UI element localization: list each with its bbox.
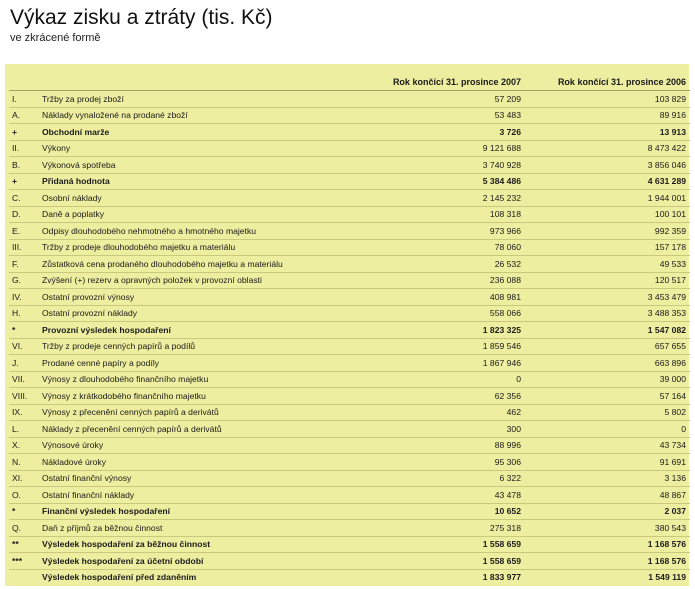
row-label: Ostatní provozní náklady (42, 305, 371, 322)
row-value-2006: 100 101 (525, 206, 690, 223)
row-code: I. (9, 91, 42, 108)
row-value-2007: 62 356 (371, 388, 525, 405)
row-code: XI. (9, 470, 42, 487)
row-value-2007: 1 867 946 (371, 355, 525, 372)
table-row (9, 157, 690, 174)
row-value-2006: 120 517 (525, 272, 690, 289)
row-value-2007: 53 483 (371, 107, 525, 124)
row-value-2007: 88 996 (371, 437, 525, 454)
row-code: A. (9, 107, 42, 124)
table-row (9, 338, 690, 355)
row-label: Zůstatková cena prodaného dlouhodobého majetku a materiálu (42, 256, 371, 273)
row-code: *** (9, 553, 42, 570)
row-value-2007: 9 121 688 (371, 140, 525, 157)
row-label: Tržby za prodej zboží (42, 91, 371, 108)
row-label: Odpisy dlouhodobého nehmotného a hmotného majetku (42, 223, 371, 240)
row-value-2006: 91 691 (525, 454, 690, 471)
row-value-2006: 89 916 (525, 107, 690, 124)
row-value-2006: 8 473 422 (525, 140, 690, 157)
row-value-2006: 49 533 (525, 256, 690, 273)
row-code: N. (9, 454, 42, 471)
row-value-2006: 1 168 576 (525, 536, 690, 553)
income-statement-table (9, 74, 690, 585)
row-code: B. (9, 157, 42, 174)
row-value-2007: 1 558 659 (371, 553, 525, 570)
row-code: Q. (9, 520, 42, 537)
row-value-2006: 39 000 (525, 371, 690, 388)
row-label: Provozní výsledek hospodaření (42, 322, 371, 339)
row-label: Nákladové úroky (42, 454, 371, 471)
table-row (9, 305, 690, 322)
row-code: C. (9, 190, 42, 207)
row-code: H. (9, 305, 42, 322)
row-code: VIII. (9, 388, 42, 405)
row-code: VII. (9, 371, 42, 388)
table-row (9, 256, 690, 273)
table-row (9, 140, 690, 157)
table-row (9, 124, 690, 141)
row-value-2006: 1 944 001 (525, 190, 690, 207)
table-row (9, 520, 690, 537)
row-value-2006: 657 655 (525, 338, 690, 355)
row-value-2006: 2 037 (525, 503, 690, 520)
row-label: Finanční výsledek hospodaření (42, 503, 371, 520)
row-value-2006: 5 802 (525, 404, 690, 421)
row-value-2006: 3 856 046 (525, 157, 690, 174)
row-value-2006: 1 168 576 (525, 553, 690, 570)
row-code: X. (9, 437, 42, 454)
row-value-2007: 1 859 546 (371, 338, 525, 355)
table-row (9, 437, 690, 454)
table-row (9, 173, 690, 190)
row-code: ** (9, 536, 42, 553)
row-label: Výsledek hospodaření za běžnou činnost (42, 536, 371, 553)
row-label: Výkonová spotřeba (42, 157, 371, 174)
row-label: Daně a poplatky (42, 206, 371, 223)
table-row (9, 322, 690, 339)
row-value-2006: 992 359 (525, 223, 690, 240)
row-code (9, 569, 42, 585)
page-title: Výkaz zisku a ztráty (tis. Kč) (10, 6, 273, 29)
row-value-2007: 95 306 (371, 454, 525, 471)
table-row (9, 289, 690, 306)
row-value-2006: 57 164 (525, 388, 690, 405)
row-code: VI. (9, 338, 42, 355)
row-label: Osobní náklady (42, 190, 371, 207)
table-row (9, 454, 690, 471)
row-value-2007: 78 060 (371, 239, 525, 256)
row-value-2007: 3 740 928 (371, 157, 525, 174)
table-row (9, 190, 690, 207)
row-code: J. (9, 355, 42, 372)
row-label: Výsledek hospodaření před zdaněním (42, 569, 371, 585)
table-row (9, 487, 690, 504)
row-value-2006: 1 547 082 (525, 322, 690, 339)
row-label: Daň z příjmů za běžnou činnost (42, 520, 371, 537)
row-code: * (9, 322, 42, 339)
row-value-2006: 1 549 119 (525, 569, 690, 585)
row-value-2007: 275 318 (371, 520, 525, 537)
row-value-2007: 3 726 (371, 124, 525, 141)
row-value-2006: 3 136 (525, 470, 690, 487)
table-row (9, 470, 690, 487)
row-value-2007: 57 209 (371, 91, 525, 108)
row-code: II. (9, 140, 42, 157)
row-value-2007: 558 066 (371, 305, 525, 322)
table-row (9, 355, 690, 372)
row-label: Výnosové úroky (42, 437, 371, 454)
table-row (9, 206, 690, 223)
row-label: Ostatní provozní výnosy (42, 289, 371, 306)
row-value-2007: 462 (371, 404, 525, 421)
table-row (9, 536, 690, 553)
page-subtitle: ve zkrácené formě (10, 32, 101, 44)
row-label: Tržby z prodeje dlouhodobého majetku a materiálu (42, 239, 371, 256)
row-label: Tržby z prodeje cenných papírů a podílů (42, 338, 371, 355)
row-value-2007: 43 478 (371, 487, 525, 504)
row-value-2007: 408 981 (371, 289, 525, 306)
row-code: F. (9, 256, 42, 273)
row-value-2006: 43 734 (525, 437, 690, 454)
row-value-2007: 2 145 232 (371, 190, 525, 207)
row-label: Zvýšení (+) rezerv a opravných položek v provozní oblasti (42, 272, 371, 289)
row-code: D. (9, 206, 42, 223)
row-value-2006: 48 867 (525, 487, 690, 504)
row-label: Výnosy z dlouhodobého finančního majetku (42, 371, 371, 388)
row-value-2007: 108 318 (371, 206, 525, 223)
table-header-row (9, 74, 690, 91)
row-label: Obchodní marže (42, 124, 371, 141)
row-value-2007: 1 823 325 (371, 322, 525, 339)
row-value-2006: 3 453 479 (525, 289, 690, 306)
table-row (9, 371, 690, 388)
row-value-2007: 1 558 659 (371, 536, 525, 553)
row-code: III. (9, 239, 42, 256)
row-label: Ostatní finanční výnosy (42, 470, 371, 487)
row-label: Výnosy z přecenění cenných papírů a derivátů (42, 404, 371, 421)
column-header-2006: Rok končící 31. prosince 2006 (557, 77, 686, 87)
row-value-2007: 1 833 977 (371, 569, 525, 585)
row-label: Výkony (42, 140, 371, 157)
row-code: + (9, 173, 42, 190)
row-code: E. (9, 223, 42, 240)
row-value-2007: 26 532 (371, 256, 525, 273)
row-label: Náklady z přecenění cenných papírů a derivátů (42, 421, 371, 438)
row-label: Přidaná hodnota (42, 173, 371, 190)
row-value-2007: 0 (371, 371, 525, 388)
row-code: G. (9, 272, 42, 289)
row-code: IX. (9, 404, 42, 421)
row-value-2006: 0 (525, 421, 690, 438)
table-row (9, 239, 690, 256)
row-value-2006: 157 178 (525, 239, 690, 256)
row-code: + (9, 124, 42, 141)
row-value-2007: 300 (371, 421, 525, 438)
table-row (9, 223, 690, 240)
statement-panel (5, 64, 689, 586)
row-value-2006: 3 488 353 (525, 305, 690, 322)
row-value-2006: 13 913 (525, 124, 690, 141)
row-label: Prodané cenné papíry a podíly (42, 355, 371, 372)
table-row (9, 553, 690, 570)
row-value-2006: 380 543 (525, 520, 690, 537)
row-code: * (9, 503, 42, 520)
code-column-header (9, 74, 42, 91)
table-row (9, 404, 690, 421)
table-row (9, 107, 690, 124)
table-row (9, 91, 690, 108)
row-value-2007: 973 966 (371, 223, 525, 240)
row-value-2006: 663 896 (525, 355, 690, 372)
row-value-2007: 5 384 486 (371, 173, 525, 190)
row-label: Ostatní finanční náklady (42, 487, 371, 504)
table-row (9, 569, 690, 585)
row-label: Výnosy z krátkodobého finančního majetku (42, 388, 371, 405)
table-row (9, 272, 690, 289)
row-value-2006: 103 829 (525, 91, 690, 108)
row-code: O. (9, 487, 42, 504)
row-value-2007: 10 652 (371, 503, 525, 520)
table-row (9, 388, 690, 405)
table-row (9, 503, 690, 520)
table-row (9, 421, 690, 438)
row-label: Výsledek hospodaření za účetní období (42, 553, 371, 570)
row-code: L. (9, 421, 42, 438)
row-value-2006: 4 631 289 (525, 173, 690, 190)
row-value-2007: 6 322 (371, 470, 525, 487)
label-column-header (42, 74, 371, 91)
row-value-2007: 236 088 (371, 272, 525, 289)
row-label: Náklady vynaložené na prodané zboží (42, 107, 371, 124)
column-header-2007: Rok končící 31. prosince 2007 (392, 77, 521, 87)
row-code: IV. (9, 289, 42, 306)
